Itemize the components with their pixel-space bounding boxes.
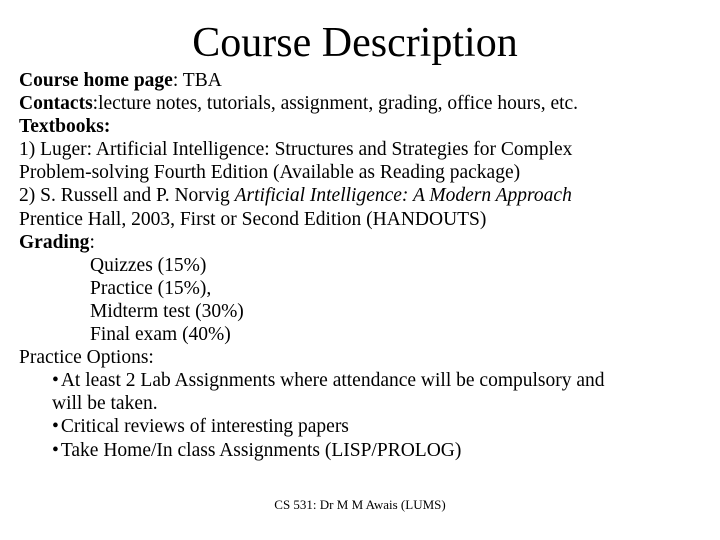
course-homepage-sep: : xyxy=(172,70,183,91)
bullet-icon: • xyxy=(52,416,59,438)
practice-options-label: Practice Options: xyxy=(19,347,154,369)
slide-title: Course Description xyxy=(192,20,518,66)
textbook-2-title: Artificial Intelligence: A Modern Approach xyxy=(234,185,572,207)
practice-item-3-text: Take Home/In class Assignments (LISP/PROLOG) xyxy=(60,439,462,461)
slide-body xyxy=(19,69,709,462)
contacts-label: Contacts xyxy=(19,93,93,115)
bullet-icon: • xyxy=(52,370,59,392)
slide-footer: CS 531: Dr M M Awais (LUMS) xyxy=(274,497,446,512)
textbook-2-prefix: 2) S. Russell and P. Norvig xyxy=(19,185,235,207)
practice-item-2 xyxy=(19,415,709,438)
course-homepage-line xyxy=(19,69,709,92)
contacts-value: lecture notes, tutorials, assignment, grading, office hours, etc. xyxy=(98,93,579,115)
practice-item-3 xyxy=(19,439,709,462)
grading-label: Grading xyxy=(19,231,90,253)
grading-item-midterm: Midterm test (30%) xyxy=(90,300,244,322)
grading-item-final: Final exam (40%) xyxy=(90,324,231,346)
grading-sep: : xyxy=(89,231,95,253)
textbook-2-line-1 xyxy=(19,184,709,207)
course-homepage-value: TBA xyxy=(182,70,222,91)
grading-line xyxy=(19,231,709,254)
contacts-sep: : xyxy=(92,93,99,115)
textbook-2-line-2: Prentice Hall, 2003, First or Second Edition (HANDOUTS) xyxy=(19,208,487,230)
practice-item-1-text: At least 2 Lab Assignments where attendance will be compulsory and xyxy=(60,370,605,392)
textbook-1-line-2: Problem-solving Fourth Edition (Available as Reading package) xyxy=(19,162,521,184)
practice-item-1-cont: will be taken. xyxy=(52,393,158,415)
grading-item-quizzes: Quizzes (15%) xyxy=(90,254,207,276)
textbook-1-line-1: 1) Luger: Artificial Intelligence: Structures and Strategies for Complex xyxy=(19,139,573,161)
practice-item-2-text: Critical reviews of interesting papers xyxy=(60,416,349,438)
practice-item-1 xyxy=(19,369,709,392)
grading-item-practice: Practice (15%), xyxy=(90,277,212,299)
textbooks-label: Textbooks: xyxy=(19,116,111,138)
course-homepage-label: Course home page xyxy=(19,70,173,91)
contacts-line xyxy=(19,92,709,115)
bullet-icon: • xyxy=(52,439,59,461)
